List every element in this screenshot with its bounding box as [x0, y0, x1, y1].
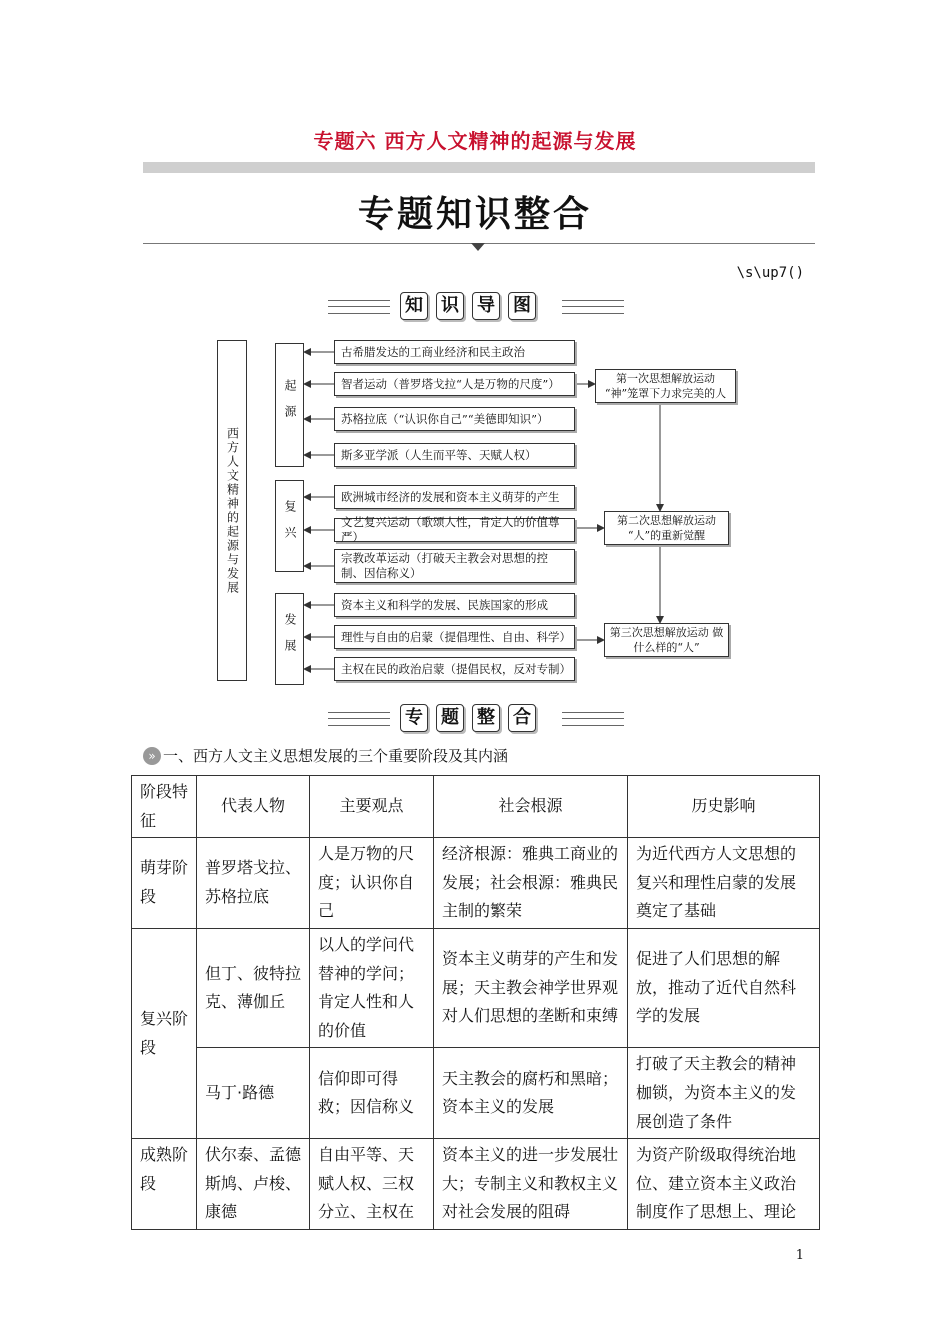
cell-view: 信仰即可得救；因信称义 — [310, 1048, 434, 1139]
diagram-item: 文艺复兴运动（歌颂人性，肯定人的价值尊严） — [334, 518, 575, 542]
diagram-item: 理性与自由的启蒙（提倡理性、自由、科学） — [334, 625, 575, 649]
table-row — [132, 838, 820, 929]
cell-root: 资本主义的进一步发展壮大；专制主义和教权主义对社会发展的阻碍 — [434, 1139, 628, 1230]
group-development: 发展 — [275, 593, 304, 685]
section-char: 识 — [436, 292, 464, 320]
cell-impact: 打破了天主教会的精神枷锁，为资本主义的发展创造了条件 — [628, 1048, 820, 1139]
header-person: 代表人物 — [197, 776, 310, 838]
cell-person: 普罗塔戈拉、苏格拉底 — [197, 838, 310, 929]
diagram-item: 智者运动（普罗塔戈拉“人是万物的尺度”） — [334, 372, 575, 396]
diagram-item: 苏格拉底（“认识你自己”“美德即知识”） — [334, 407, 575, 431]
cell-person: 伏尔泰、孟德斯鸠、卢梭、康德 — [197, 1139, 310, 1230]
cell-stage: 萌芽阶段 — [132, 838, 197, 929]
code-text: \s\up7() — [736, 265, 804, 281]
decor-lines-left — [328, 712, 390, 726]
group-revival: 复兴 — [275, 480, 304, 572]
section-char: 题 — [436, 704, 464, 732]
header-impact: 历史影响 — [628, 776, 820, 838]
topic-title: 专题六 西方人文精神的起源与发展 — [313, 129, 637, 153]
stages-table — [131, 775, 820, 1230]
section-header-integration — [328, 704, 624, 732]
section-subtitle — [143, 745, 508, 766]
section-char: 图 — [508, 292, 536, 320]
cell-view: 自由平等、天赋人权、三权分立、主权在 — [310, 1139, 434, 1230]
liberation-box-3: 第三次思想解放运动 做什么样的“人” — [604, 623, 729, 657]
section-char: 整 — [472, 704, 500, 732]
page-number: 1 — [795, 1248, 804, 1263]
diagram-item: 资本主义和科学的发展、民族国家的形成 — [334, 593, 575, 617]
cell-view: 人是万物的尺度；认识你自己 — [310, 838, 434, 929]
cell-root: 资本主义萌芽的产生和发展；天主教会神学世界观对人们思想的垄断和束缚 — [434, 928, 628, 1047]
liberation-box-2: 第二次思想解放运动 “人”的重新觉醒 — [604, 511, 729, 545]
section-char: 合 — [508, 704, 536, 732]
diagram-item: 古希腊发达的工商业经济和民主政治 — [334, 340, 575, 364]
section-char: 导 — [472, 292, 500, 320]
cell-person: 但丁、彼特拉克、薄伽丘 — [197, 928, 310, 1047]
decor-lines-right — [562, 712, 624, 726]
header-stage: 阶段特征 — [132, 776, 197, 838]
cell-view: 以人的学问代替神的学问；肯定人性和人的价值 — [310, 928, 434, 1047]
diagram-item: 宗教改革运动（打破天主教会对思想的控制、因信称义） — [334, 549, 575, 583]
section-char: 专 — [400, 704, 428, 732]
table-row — [132, 1139, 820, 1230]
cell-person: 马丁·路德 — [197, 1048, 310, 1139]
cell-root: 经济根源：雅典工商业的发展；社会根源：雅典民主制的繁荣 — [434, 838, 628, 929]
diagram-item: 斯多亚学派（人生而平等、天赋人权） — [334, 443, 575, 467]
table-header-row — [132, 776, 820, 838]
cell-impact: 促进了人们思想的解放，推动了近代自然科学的发展 — [628, 928, 820, 1047]
cell-impact: 为资产阶级取得统治地位、建立资本主义政治制度作了思想上、理论 — [628, 1139, 820, 1230]
table-row — [132, 1048, 820, 1139]
main-title: 专题知识整合 — [357, 194, 592, 235]
diagram-item: 欧洲城市经济的发展和资本主义萌芽的产生 — [334, 485, 575, 509]
group-origin: 起源 — [275, 343, 304, 467]
diagram-item: 主权在民的政治启蒙（提倡民权，反对专制） — [334, 657, 575, 681]
header-view: 主要观点 — [310, 776, 434, 838]
cell-root: 天主教会的腐朽和黑暗；资本主义的发展 — [434, 1048, 628, 1139]
cell-stage: 复兴阶段 — [132, 928, 197, 1138]
cell-stage: 成熟阶段 — [132, 1139, 197, 1230]
cell-impact: 为近代西方人文思想的复兴和理性启蒙的发展奠定了基础 — [628, 838, 820, 929]
table-row — [132, 928, 820, 1047]
section-char: 知 — [400, 292, 428, 320]
liberation-box-1: 第一次思想解放运动 “神”笼罩下力求完美的人 — [595, 369, 736, 403]
root-box: 西方人文精神的起源与发展 — [217, 340, 247, 681]
subtitle-text: 一、西方人文主义思想发展的三个重要阶段及其内涵 — [163, 747, 509, 765]
arrow-circle-icon: » — [143, 747, 161, 765]
header-root: 社会根源 — [434, 776, 628, 838]
